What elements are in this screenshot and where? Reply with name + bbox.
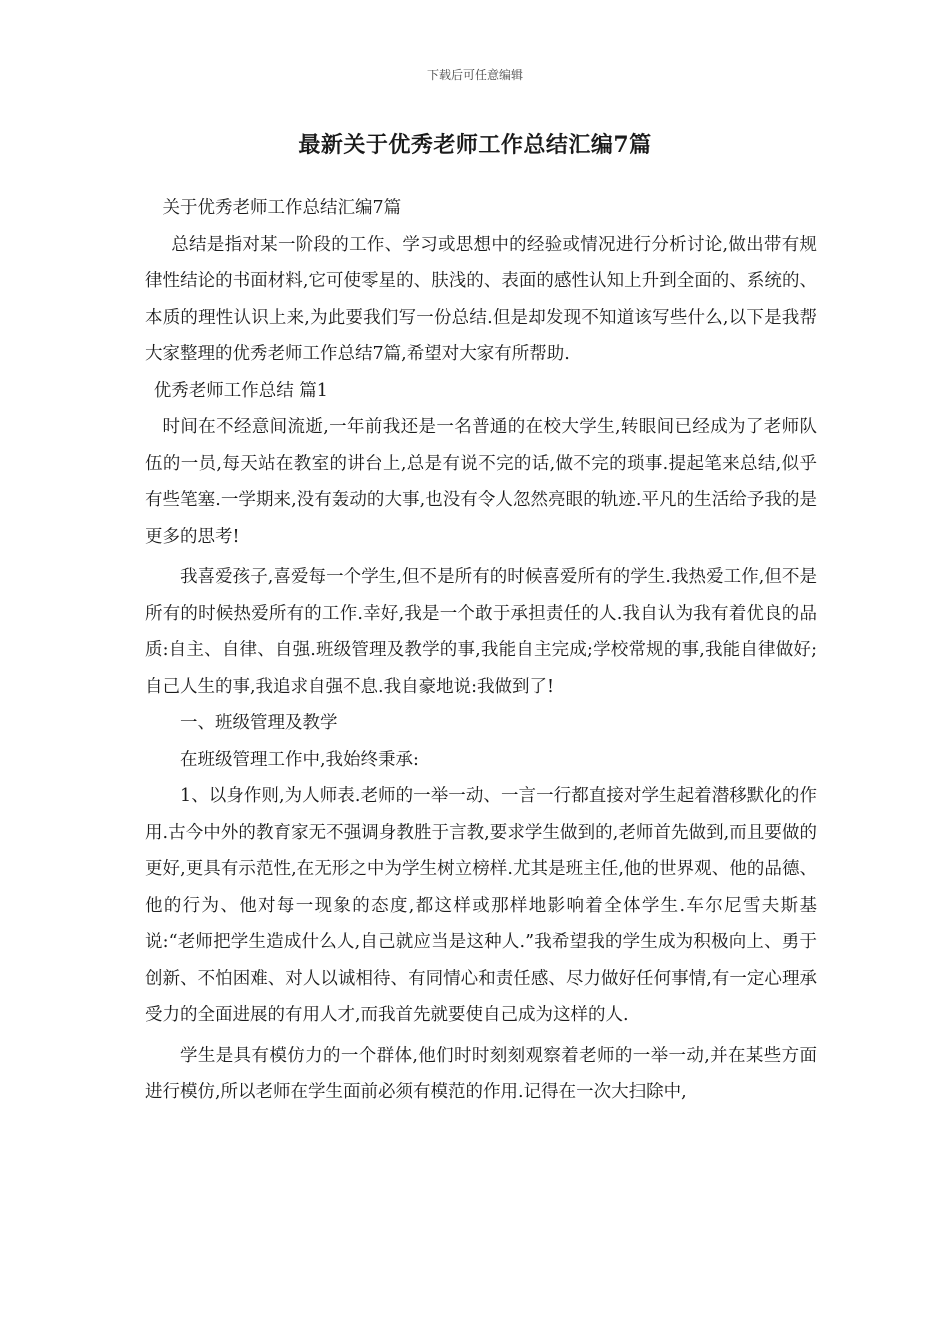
body-paragraph: 1、以身作则,为人师表.老师的一举一动、一言一行都直接对学生起着潜移默化的作用.古今中外的教育家无不强调身教胜于言教,要求学生做到的,老师首先做到,而且要做的更好,更具有示范性,在无形之中为学生树立榜样.尤其是班主任,他的世界观、他的品德、他的行为、他对每一现象的态度,都这样或那样地影响着全体学生.车尔尼雪夫斯基说:“老师把学生造成什么人,自己就应当是这种人.”我希望我的学生成为积极向上、勇于创新、不怕困难、对人以诚相待、有同情心和责任感、尽力做好任何事情,有一定心理承受力的全面进展的有用人才,而我首先就要使自己成为这样的人. [145, 786, 817, 1025]
intro-paragraph: 总结是指对某一阶段的工作、学习或思想中的经验或情况进行分析讨论,做出带有规律性结论的书面材料,它可使零星的、肤浅的、表面的感性认知上升到全面的、系统的、本质的理性认识上来,为此要我们写一份总结.但是却发现不知道该写些什么,以下是我帮大家整理的优秀老师工作总结7篇,希望对大家有所帮助. [145, 234, 817, 364]
document-title: 最新关于优秀老师工作总结汇编7篇 [298, 132, 652, 158]
section-heading-part1: 优秀老师工作总结 篇1 [153, 380, 328, 401]
header-note: 下载后可任意编辑 [426, 68, 523, 82]
body-paragraph: 我喜爱孩子,喜爱每一个学生,但不是所有的时候喜爱所有的学生.我热爱工作,但不是所有的时候热爱所有的工作.幸好,我是一个敢于承担责任的人.我自认为我有着优良的品质:自主、自律、自强.班级管理及教学的事,我能自主完成;学校常规的事,我能自律做好;自己人生的事,我追求自强不息.我自豪地说:我做到了! [145, 567, 817, 697]
section-heading-class-management: 一、班级管理及教学 [180, 713, 338, 733]
body-paragraph: 学生是具有模仿力的一个群体,他们时时刻刻观察着老师的一举一动,并在某些方面进行模仿,所以老师在学生面前必须有模范的作用.记得在一次大扫除中, [145, 1045, 817, 1102]
body-paragraph: 时间在不经意间流逝,一年前我还是一名普通的在校大学生,转眼间已经成为了老师队伍的一员,每天站在教室的讲台上,总是有说不完的话,做不完的琐事.提起笔来总结,似乎有些笔塞.一学期来,没有轰动的大事,也没有令人忽然亮眼的轨迹.平凡的生活给予我的是更多的思考! [145, 417, 817, 547]
document-body [145, 190, 817, 1111]
body-paragraph: 在班级管理工作中,我始终秉承: [180, 749, 419, 770]
subtitle-paragraph: 关于优秀老师工作总结汇编7篇 [162, 198, 402, 218]
